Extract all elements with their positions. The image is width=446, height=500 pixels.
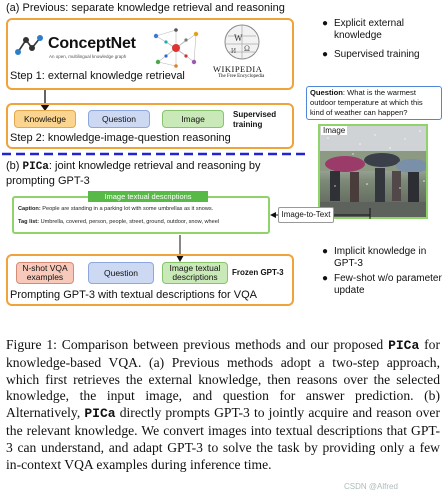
conceptnet-logo-icon — [14, 32, 44, 58]
section-divider — [0, 151, 312, 157]
question-callout: Question: What is the warmest outdoor temperature at which this kind of weather can happen? — [306, 86, 442, 120]
figure-caption: Figure 1: Comparison between previous methods and our proposed PICa for knowledge-based VQA. (a) Previous methods adopt a two-step approach, which first retrieves the external knowledge, then reasons over the selected knowledge, the input image, and question for answer prediction. (b) Alternatively, PICa directly prompts GPT-3 to jointly acquire and reason over the relevant knowledge. We convert images into textual descriptions that GPT-3 can understand, and adapt GPT-3 to solve the task by providing only a few in-context VQA examples during inference time. — [6, 337, 440, 472]
tag-list-line: Tag list: Umbrella, covered, person, people, street, ground, outdoor, snow, wheel — [18, 219, 220, 225]
wikipedia-subtitle: The Free Encyclopedia — [218, 74, 265, 79]
caption-line: Caption: People are standing in a parking lot with some umbrellas as it snows. — [18, 206, 214, 212]
panel-a-label: (a) Previous: separate knowledge retrieval and reasoning — [6, 2, 285, 14]
image-descriptions-box: Image textual descriptions — [162, 262, 228, 284]
prompting-label: Prompting GPT-3 with textual descriptions for VQA — [10, 289, 257, 301]
conceptnet-subtitle: An open, multilingual knowledge graph — [49, 54, 127, 59]
step1-label: Step 1: external knowledge retrieval — [10, 70, 185, 82]
bullet-b-2: ● Few-shot w/o parameter update — [322, 273, 442, 296]
watermark: CSDN @Alfred — [344, 482, 398, 491]
panel-b-label: (b) PICa: joint knowledge retrieval and reasoning by prompting GPT-3 — [6, 160, 261, 187]
wikipedia-globe-icon — [222, 22, 262, 64]
supervised-training-label: Supervised training — [233, 110, 277, 129]
knowledge-box: Knowledge — [14, 110, 76, 128]
desc-panel-title: Image textual descriptions — [88, 191, 208, 202]
step2-label: Step 2: knowledge-image-question reasoning — [10, 132, 231, 144]
nshot-examples-box: N-shot VQA examples — [16, 262, 74, 284]
wikipedia-title: WIKIPEDIA — [213, 64, 263, 74]
svg-text:W: W — [234, 33, 243, 43]
knowledge-graph-icon — [148, 26, 204, 70]
question-box-a: Question — [88, 110, 150, 128]
bullet-a-2: ● Supervised training — [322, 49, 420, 60]
conceptnet-title: ConceptNet — [48, 35, 136, 52]
image-to-text-box: Image-to-Text — [278, 207, 334, 223]
image-label: Image — [323, 126, 346, 135]
question-box-b: Question — [88, 262, 154, 284]
bullet-b-1: ● Implicit knowledge in GPT-3 — [322, 246, 427, 269]
input-image — [318, 124, 428, 219]
bullet-a-1: ● Explicit external knowledge — [322, 18, 405, 41]
snow-scene-icon — [320, 126, 428, 219]
frozen-gpt3-label: Frozen GPT-3 — [232, 268, 284, 277]
svg-text:Ω: Ω — [244, 44, 250, 53]
image-box-a: Image — [162, 110, 224, 128]
svg-text:И: И — [231, 47, 237, 55]
